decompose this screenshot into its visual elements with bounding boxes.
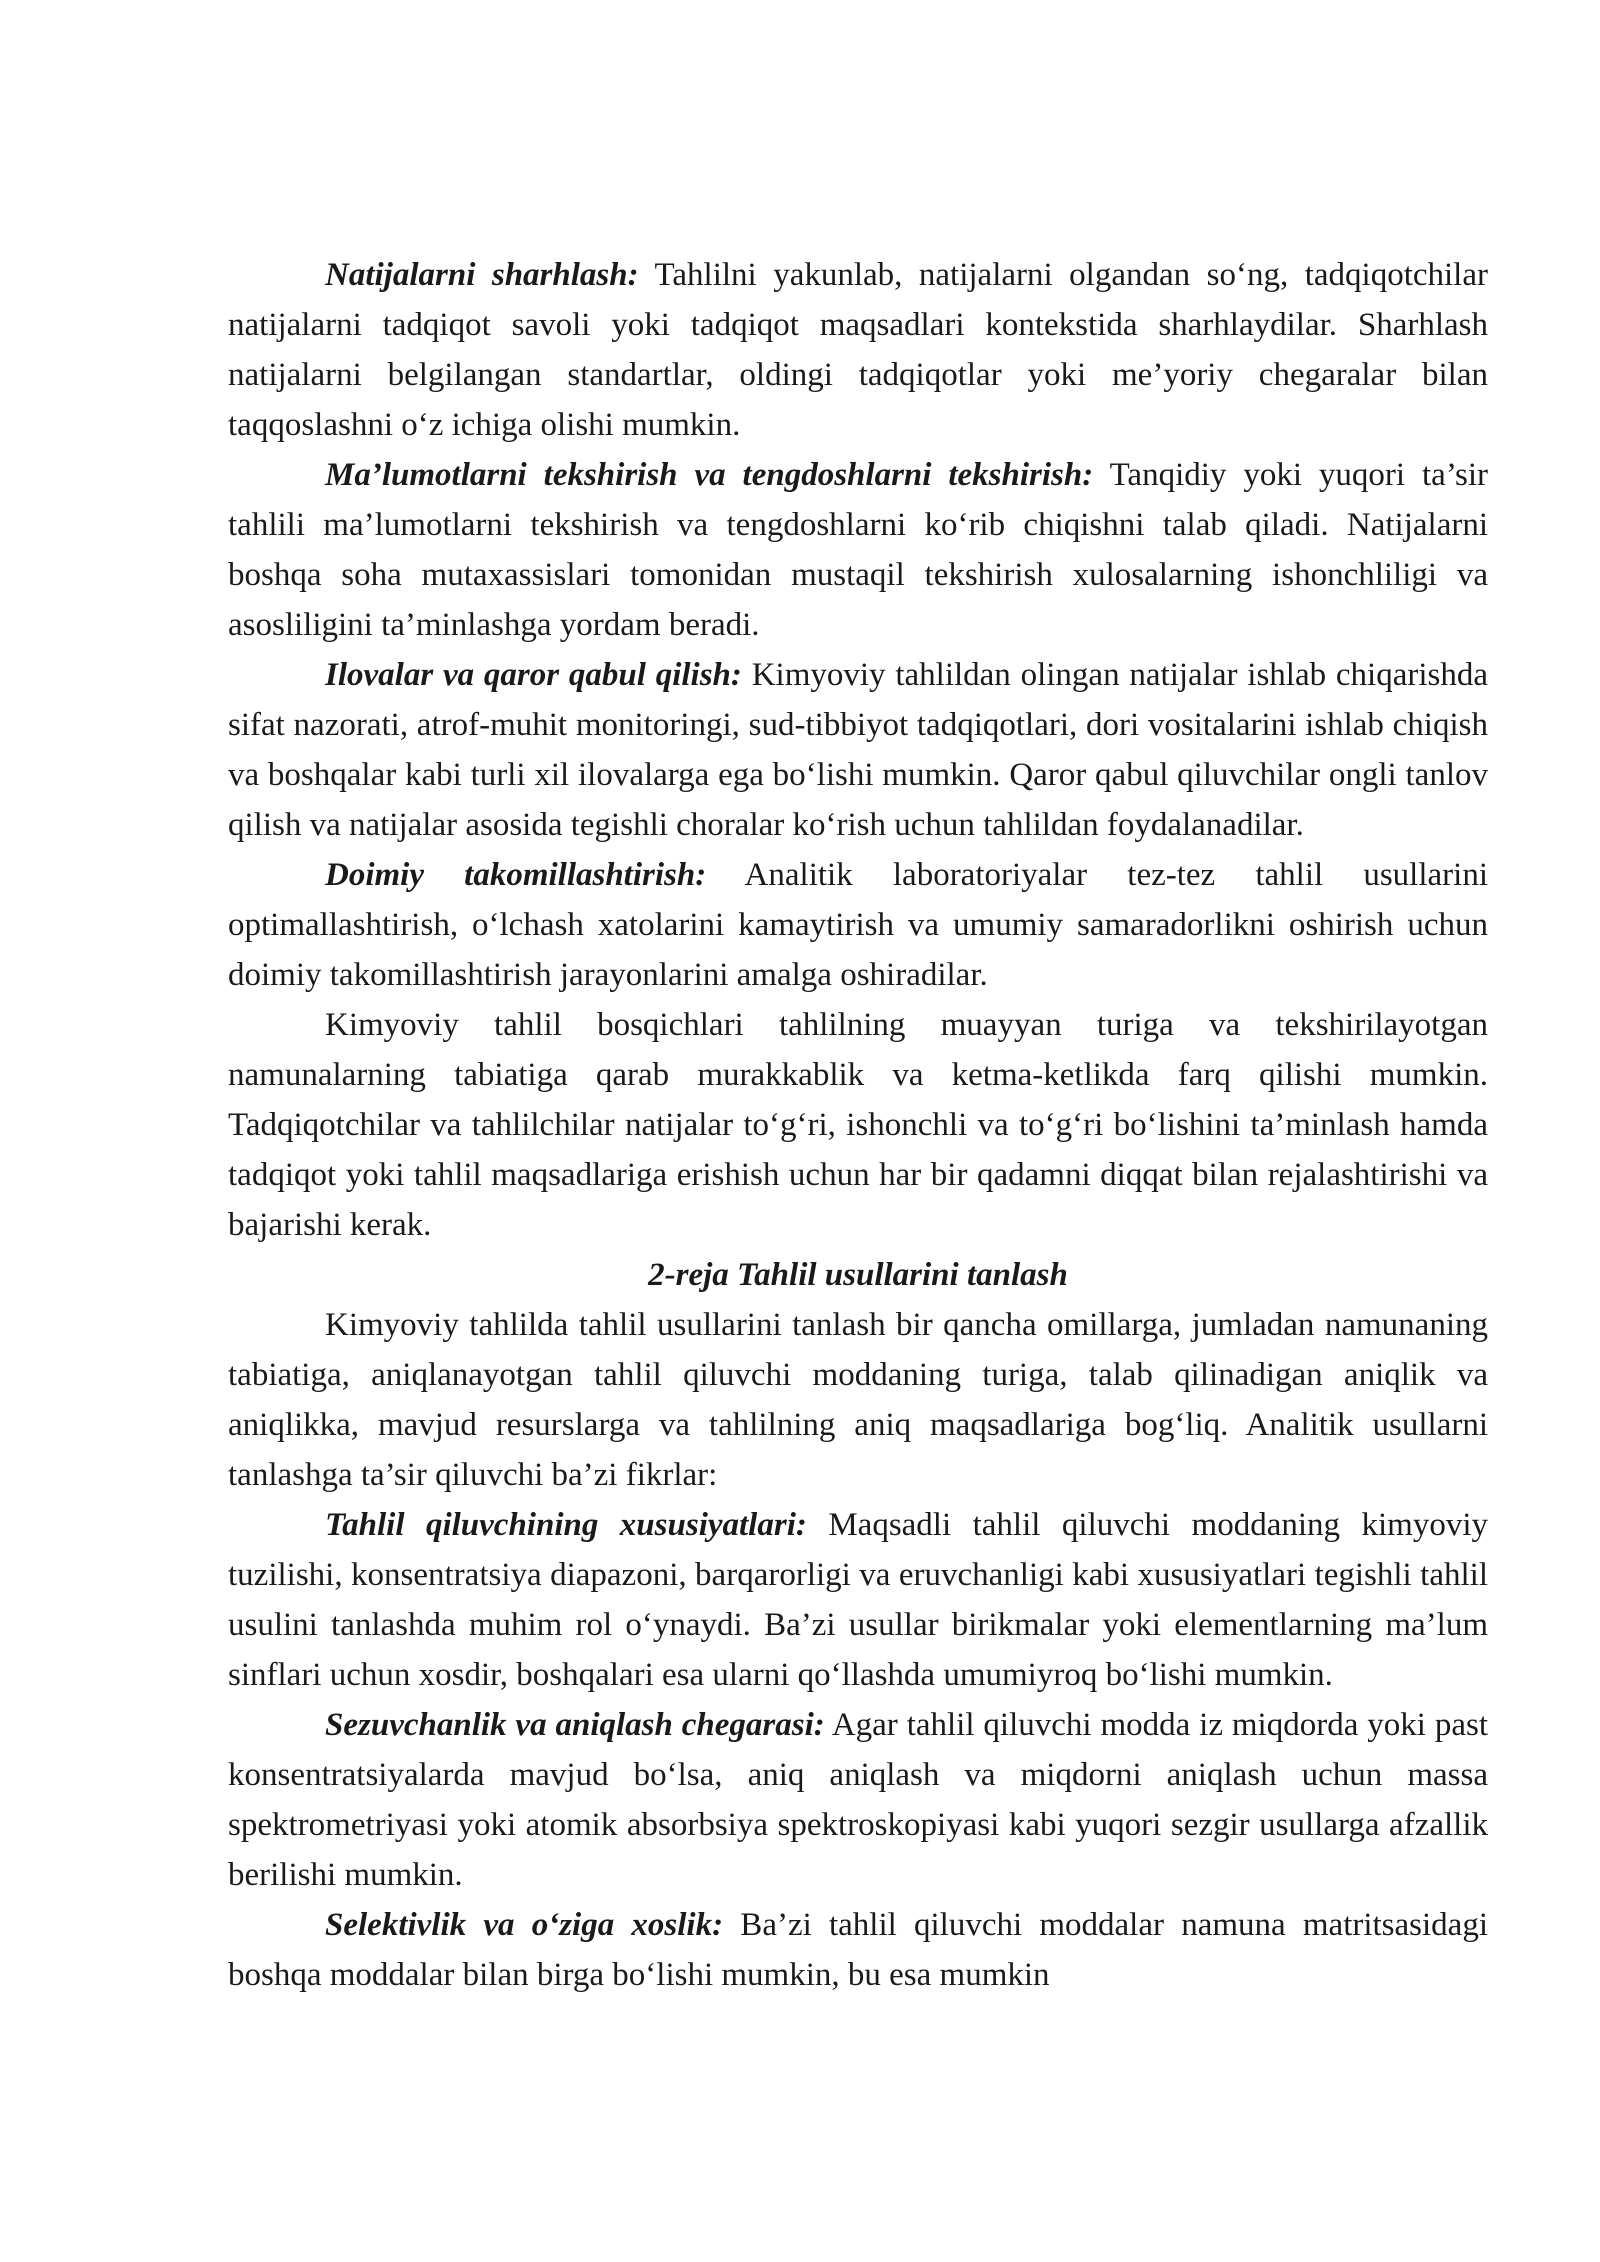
paragraph-lead: Selektivlik va o‘ziga xoslik: bbox=[325, 1907, 724, 1943]
paragraph-text: Kimyoviy tahlildan olingan natijalar ishlab chiqarishda sifat nazorati, atrof-muhit monitoringi, sud-tibbiyot tadqiqotlari, dori vositalarini ishlab chiqish va boshqalar kabi turli xil ilovalarga ega bo‘lishi mumkin. Qaror qabul qiluvchilar ongli tanlov qilish va natijalar asosida tegishli choralar ko‘rish uchun tahlildan foydalanadilar. bbox=[228, 657, 1489, 843]
paragraph-sensitivity bbox=[228, 1700, 1488, 1900]
paragraph-lead: Doimiy takomillashtirish: bbox=[325, 857, 707, 893]
paragraph-lead: Sezuvchanlik va aniqlash chegarasi: bbox=[325, 1707, 825, 1743]
paragraph-text: Tahlilni yakunlab, natijalarni olgandan so‘ng, tadqiqotchilar natijalarni tadqiqot savoli yoki tadqiqot maqsadlari kontekstida sharhlaydilar. Sharhlash natijalarni belgilangan standartlar, oldingi tadqiqotlar yoki me’yoriy chegaralar bilan taqqoslashni o‘z ichiga olishi mumkin. bbox=[228, 257, 1488, 443]
paragraph-lead: Ilovalar va qaror qabul qilish: bbox=[325, 657, 742, 693]
paragraph-lead: Tahlil qiluvchining xususiyatlari: bbox=[325, 1507, 807, 1543]
paragraph-text: Analitik laboratoriyalar tez-tez tahlil usullarini optimallashtirish, o‘lchash xatolarini kamaytirish va umumiy samaradorlikni oshirish uchun doimiy takomillashtirish jarayonlarini amalga oshiradilar. bbox=[228, 857, 1488, 993]
paragraph-interpretation bbox=[228, 250, 1488, 450]
paragraph-text: Agar tahlil qiluvchi modda iz miqdorda yoki past konsentratsiyalarda mavjud bo‘lsa, aniq aniqlash va miqdorni aniqlash uchun massa spektrometriyasi yoki atomik absorbsiya spektroskopiyasi kabi yuqori sezgir usullarga afzallik berilishi mumkin. bbox=[228, 1707, 1488, 1893]
paragraph-lead: Ma’lumotlarni tekshirish va tengdoshlarni tekshirish: bbox=[325, 457, 1094, 493]
section-heading: 2-reja Tahlil usullarini tanlash bbox=[648, 1257, 1068, 1293]
paragraph-selectivity bbox=[228, 1900, 1488, 2000]
document-page bbox=[228, 250, 1488, 2000]
paragraph-text: Maqsadli tahlil qiluvchi moddaning kimyoviy tuzilishi, konsentratsiya diapazoni, barqarorligi va eruvchanligi kabi xususiyatlari tegishli tahlil usulini tanlashda muhim rol o‘ynaydi. Ba’zi usullar birikmalar yoki elementlarning ma’lum sinflari uchun xosdir, boshqalari esa ularni qo‘llashda umumiyroq bo‘lishi mumkin. bbox=[228, 1507, 1488, 1693]
paragraph-continuous-improvement bbox=[228, 850, 1488, 1000]
paragraph-stages-summary bbox=[228, 1000, 1488, 1250]
paragraph-lead: Natijalarni sharhlash: bbox=[325, 257, 639, 293]
paragraph-data-verification bbox=[228, 450, 1488, 650]
paragraph-text: Kimyoviy tahlilda tahlil usullarini tanlash bir qancha omillarga, jumladan namunaning tabiatiga, aniqlanayotgan tahlil qiluvchi moddaning turiga, talab qilinadigan aniqlik va aniqlikka, mavjud resurslarga va tahlilning aniq maqsadlariga bog‘liq. Analitik usullarni tanlashga ta’sir qiluvchi ba’zi fikrlar: bbox=[228, 1307, 1488, 1493]
paragraph-analyte-properties bbox=[228, 1500, 1488, 1700]
paragraph-text: Kimyoviy tahlil bosqichlari tahlilning muayyan turiga va tekshirilayotgan namunalarning tabiatiga qarab murakkablik va ketma-ketlikda farq qilishi mumkin. Tadqiqotchilar va tahlilchilar natijalar to‘g‘ri, ishonchli va to‘g‘ri bo‘lishini ta’minlash hamda tadqiqot yoki tahlil maqsadlariga erishish uchun har bir qadamni diqqat bilan rejalashtirishi va bajarishi kerak. bbox=[228, 1007, 1488, 1243]
paragraph-method-selection-intro bbox=[228, 1300, 1488, 1500]
paragraph-text: Ba’zi tahlil qiluvchi moddalar namuna matritsasidagi boshqa moddalar bilan birga bo‘lishi mumkin, bu esa mumkin bbox=[228, 1907, 1488, 1993]
paragraph-text: Tanqidiy yoki yuqori ta’sir tahlili ma’lumotlarni tekshirish va tengdoshlarni ko‘rib chiqishni talab qiladi. Natijalarni boshqa soha mutaxassislari tomonidan mustaqil tekshirish xulosalarning ishonchliligi va asosliligini ta’minlashga yordam beradi. bbox=[228, 457, 1488, 643]
paragraph-applications bbox=[228, 650, 1488, 850]
